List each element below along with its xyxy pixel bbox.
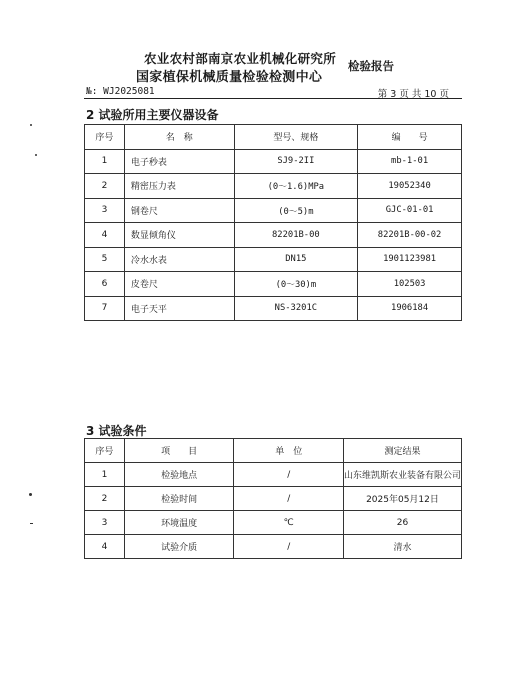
table-row [85, 487, 462, 511]
equipment-name: 皮卷尺 [124, 272, 234, 297]
condition-item: 检验地点 [124, 463, 234, 487]
table-row [85, 247, 462, 272]
col-header-model: 型号、规格 [234, 125, 358, 150]
row-no: 3 [85, 198, 125, 223]
condition-result: 26 [343, 511, 461, 535]
row-no: 6 [85, 272, 125, 297]
scan-dot [29, 493, 32, 496]
row-no: 1 [85, 149, 125, 174]
equipment-model: (0～30)m [234, 272, 358, 297]
condition-result: 清水 [343, 535, 461, 559]
equipment-code: 19052340 [358, 174, 462, 199]
equipment-code: GJC-01-01 [358, 198, 462, 223]
table-row [85, 149, 462, 174]
col-header-code: 编 号 [358, 125, 462, 150]
condition-result: 山东维凯斯农业装备有限公司 [343, 463, 461, 487]
table-row [85, 223, 462, 248]
condition-item: 环境温度 [124, 511, 234, 535]
table-header-row [85, 439, 462, 463]
table-header-row [85, 125, 462, 150]
col-header-unit: 单 位 [234, 439, 344, 463]
equipment-code: 1901123981 [358, 247, 462, 272]
col-header-name: 名 称 [124, 125, 234, 150]
equipment-code: 82201B-00-02 [358, 223, 462, 248]
equipment-name: 电子天平 [124, 296, 234, 321]
table-row [85, 511, 462, 535]
equipment-name: 冷水水表 [124, 247, 234, 272]
header-divider [84, 98, 462, 99]
report-header [0, 0, 519, 100]
row-no: 7 [85, 296, 125, 321]
row-no: 2 [85, 487, 125, 511]
table-row [85, 463, 462, 487]
table-row [85, 174, 462, 199]
document-number: №: WJ2025081 [86, 86, 155, 97]
equipment-model: (0～5)m [234, 198, 358, 223]
equipment-name: 数显倾角仪 [124, 223, 234, 248]
section-2-title: 2 试验所用主要仪器设备 [86, 108, 219, 122]
col-header-no: 序号 [85, 439, 125, 463]
row-no: 1 [85, 463, 125, 487]
condition-result: 2025年05月12日 [343, 487, 461, 511]
condition-unit: / [234, 487, 344, 511]
equipment-name: 电子秒表 [124, 149, 234, 174]
row-no: 3 [85, 511, 125, 535]
organization-name: 农业农村部南京农业机械化研究所 [144, 51, 337, 66]
col-header-item: 项 目 [124, 439, 234, 463]
equipment-table [84, 124, 462, 321]
test-conditions-table [84, 438, 462, 559]
col-header-no: 序号 [85, 125, 125, 150]
section-3-title: 3 试验条件 [86, 424, 147, 438]
condition-item: 试验介质 [124, 535, 234, 559]
equipment-name: 钢卷尺 [124, 198, 234, 223]
scan-dot [30, 124, 32, 126]
page-indicator: 第 3 页 共 10 页 [377, 89, 449, 100]
scan-dot [30, 523, 33, 524]
testing-center-name: 国家植保机械质量检验检测中心 [136, 70, 323, 85]
report-type: 检验报告 [348, 59, 394, 73]
row-no: 4 [85, 223, 125, 248]
scan-dot [35, 154, 37, 156]
equipment-model: DN15 [234, 247, 358, 272]
row-no: 2 [85, 174, 125, 199]
table-row [85, 198, 462, 223]
equipment-code: mb-1-01 [358, 149, 462, 174]
equipment-model: SJ9-2II [234, 149, 358, 174]
condition-unit: / [234, 463, 344, 487]
equipment-model: NS-3201C [234, 296, 358, 321]
table-row [85, 296, 462, 321]
condition-unit: / [234, 535, 344, 559]
equipment-code: 1906184 [358, 296, 462, 321]
equipment-code: 102503 [358, 272, 462, 297]
equipment-model: (0～1.6)MPa [234, 174, 358, 199]
col-header-result: 测定结果 [343, 439, 461, 463]
table-row [85, 272, 462, 297]
equipment-name: 精密压力表 [124, 174, 234, 199]
condition-unit: ℃ [234, 511, 344, 535]
equipment-model: 82201B-00 [234, 223, 358, 248]
row-no: 4 [85, 535, 125, 559]
condition-item: 检验时间 [124, 487, 234, 511]
row-no: 5 [85, 247, 125, 272]
table-row [85, 535, 462, 559]
